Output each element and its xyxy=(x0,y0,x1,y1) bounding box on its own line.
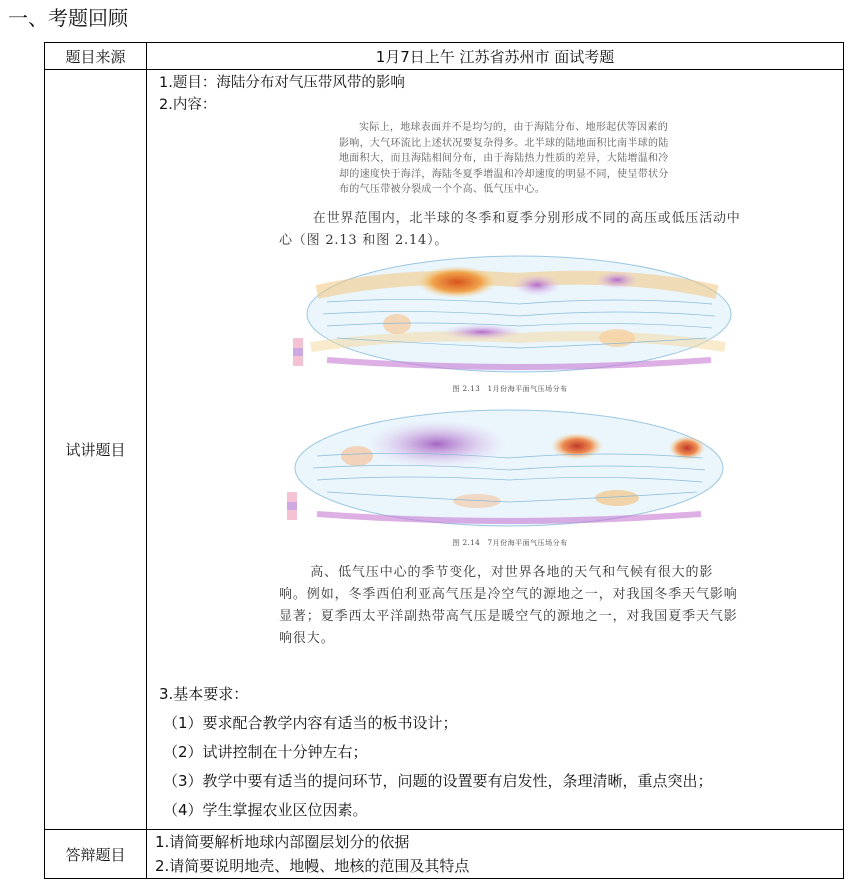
source-value: 1月7日上午 江苏省苏州市 面试考题 xyxy=(147,43,844,70)
excerpt-paragraph-2: 高、低气压中心的季节变化，对世界各地的天气和气候有很大的影响。例如，冬季西伯利亚高气压是冷空气的源地之一，对我国冬季天气影响显著；夏季西太平洋副热带高气压是暖空气的源地之一，对我国夏季天气影响很大。 xyxy=(279,564,738,646)
trial-label: 试讲题目 xyxy=(45,70,147,830)
source-label: 题目来源 xyxy=(45,43,147,70)
source-row xyxy=(45,43,844,70)
textbook-excerpt-image xyxy=(279,120,741,680)
trial-title: 1.题目：海陆分布对气压带风带的影响 xyxy=(159,75,405,91)
trial-row xyxy=(45,70,844,830)
excerpt-paragraph-1: 在世界范围内，北半球的冬季和夏季分别形成不同的高压或低压活动中心（图 2.13 和图 2.14）。 xyxy=(279,210,741,248)
requirement-item: （2）试讲控制在十分钟左右； xyxy=(163,743,368,761)
pressure-map-july xyxy=(287,406,737,530)
trial-content xyxy=(147,70,844,830)
exam-table xyxy=(44,42,844,879)
defense-row xyxy=(45,830,844,879)
excerpt-small-text: 实际上，地球表面并不是均匀的，由于海陆分布、地形起伏等因素的影响，大气环流比上述状况要复杂得多。北半球的陆地面积比南半球的陆地面积大，而且海陆相间分布，由于海陆热力性质的差异，大陆增温和冷却的速度快于海洋，海陆冬夏季增温和冷却速度的明显不同，使呈带状分布的气压带被分裂成一个个高、低气压中心。 xyxy=(339,122,669,195)
defense-label: 答辩题目 xyxy=(45,830,147,879)
requirement-item: （3）教学中要有适当的提问环节，问题的设置要有启发性，条理清晰，重点突出； xyxy=(163,772,713,790)
content-label: 2.内容： xyxy=(159,97,217,113)
pressure-map-january xyxy=(287,252,737,376)
map-caption-1: 图 2.13 1月份海平面气压场分布 xyxy=(452,384,568,393)
defense-question: 2.请简要说明地壳、地幔、地核的范围及其特点 xyxy=(155,857,470,875)
requirement-item: （4）学生掌握农业区位因素。 xyxy=(163,801,368,819)
section-heading: 一、考题回顾 xyxy=(8,6,128,30)
requirement-item: （1）要求配合教学内容有适当的板书设计； xyxy=(163,714,458,732)
defense-content xyxy=(147,830,844,879)
requirements-title: 3.基本要求： xyxy=(159,685,249,703)
map-caption-2: 图 2.14 7月份海平面气压场分布 xyxy=(452,538,568,547)
defense-question: 1.请简要解析地球内部圈层划分的依据 xyxy=(155,833,410,851)
